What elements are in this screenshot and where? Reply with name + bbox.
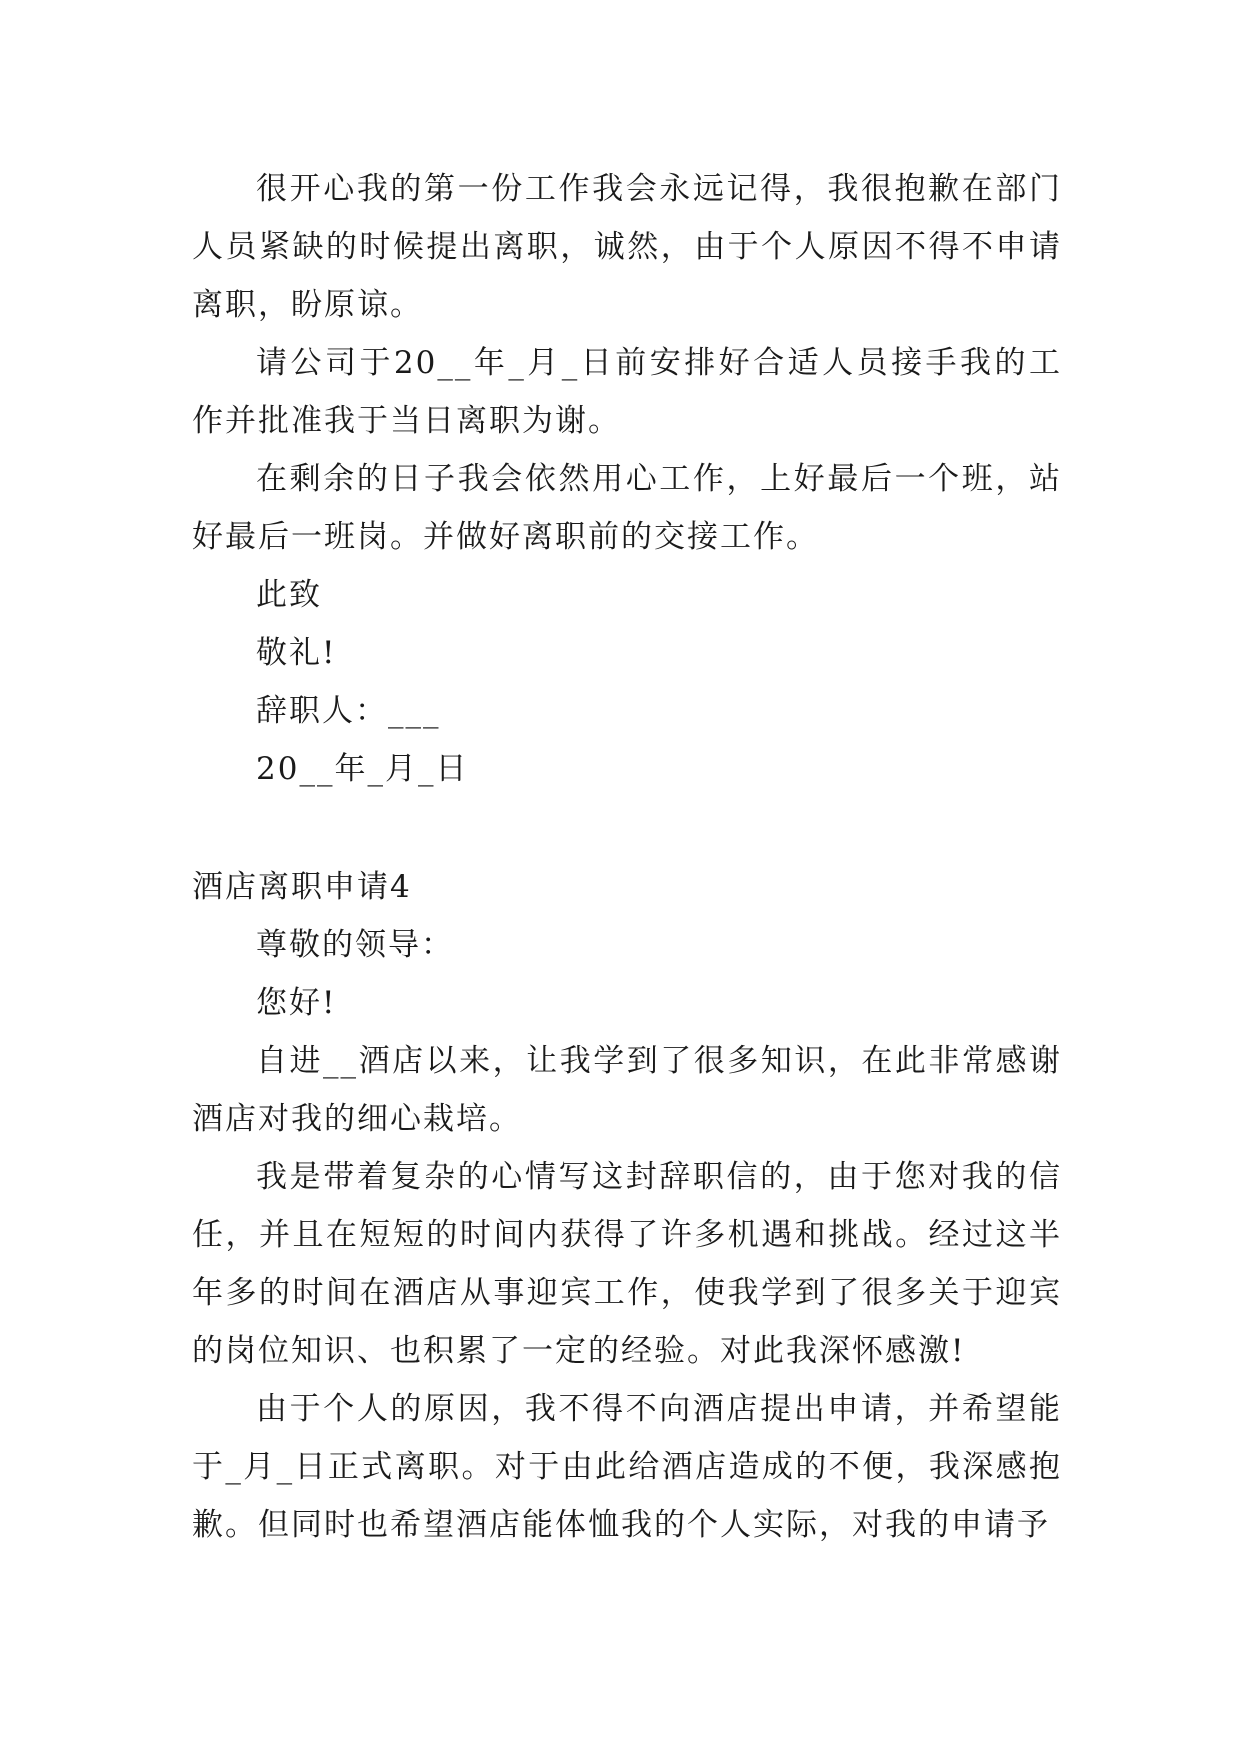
paragraph: 自进__酒店以来，让我学到了很多知识，在此非常感谢酒店对我的细心栽培。: [192, 1043, 1062, 1137]
paragraph: 我是带着复杂的心情写这封辞职信的，由于您对我的信任，并且在短短的时间内获得了许多机遇和挑战。经过这半年多的时间在酒店从事迎宾工作，使我学到了很多关于迎宾的岗位知识、也积累了一定的经验。对此我深怀感激!: [192, 1159, 1062, 1369]
greeting: 您好!: [256, 985, 337, 1021]
paragraph: 请公司于20__年_月_日前安排好合适人员接手我的工作并批准我于当日离职为谢。: [192, 345, 1062, 439]
salutation: 尊敬的领导：: [256, 927, 454, 963]
document-body: [192, 160, 1062, 1554]
signer-line: 辞职人：___: [256, 693, 441, 729]
paragraph: 由于个人的原因，我不得不向酒店提出申请，并希望能于_月_日正式离职。对于由此给酒店造成的不便，我深感抱歉。但同时也希望酒店能体恤我的个人实际，对我的申请予: [192, 1391, 1062, 1543]
paragraph: 很开心我的第一份工作我会永远记得，我很抱歉在部门人员紧缺的时候提出离职，诚然，由于个人原因不得不申请离职，盼原谅。: [192, 171, 1062, 323]
section-title: 酒店离职申请4: [192, 869, 412, 905]
date-line: 20__年_月_日: [256, 751, 469, 787]
closing-line: 此致: [256, 577, 322, 613]
paragraph: 在剩余的日子我会依然用心工作，上好最后一个班，站好最后一班岗。并做好离职前的交接工作。: [192, 461, 1062, 555]
closing-salute: 敬礼!: [256, 635, 337, 671]
section-spacer: [192, 798, 1062, 858]
